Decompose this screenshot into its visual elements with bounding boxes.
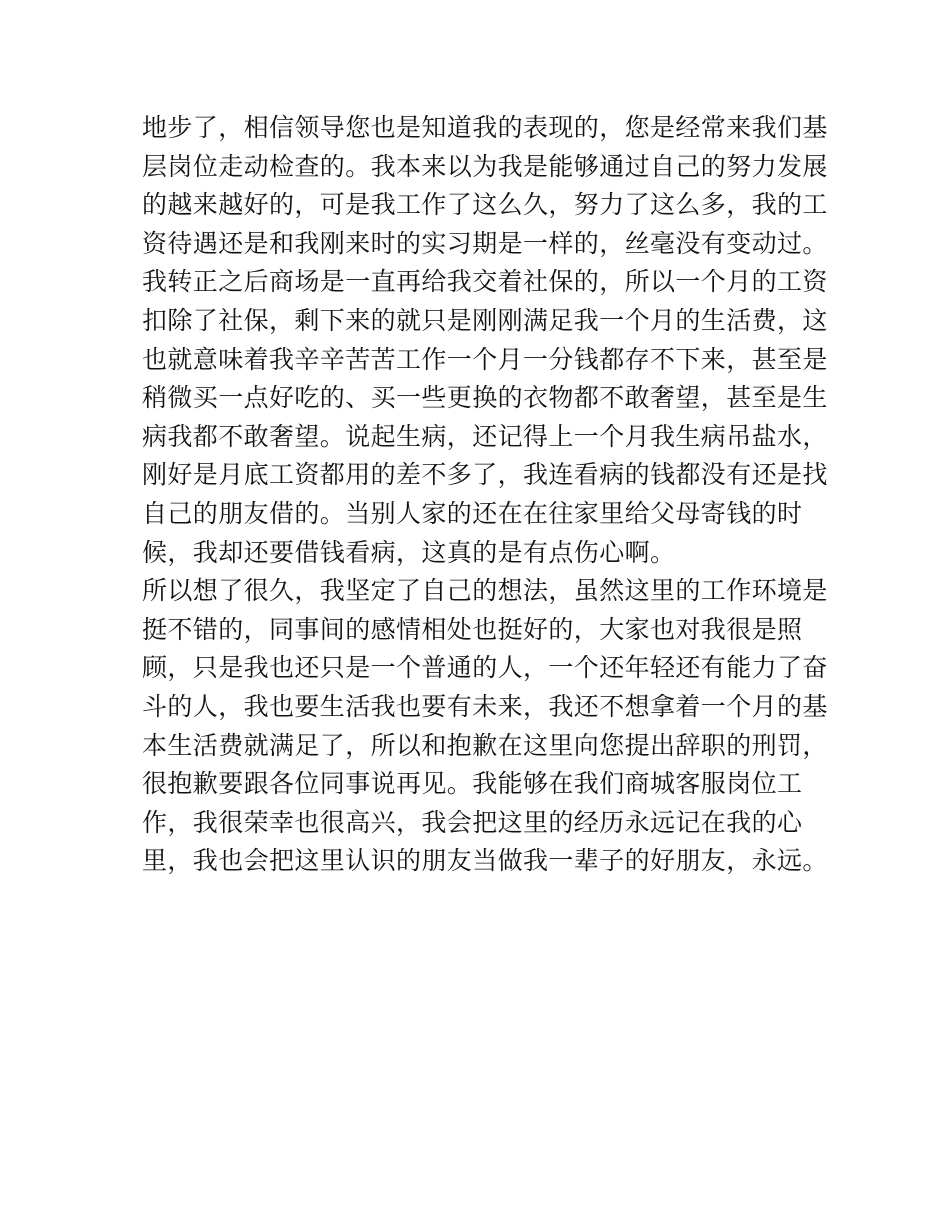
text-line-14: 挺不错的，同事间的感情相处也挺好的，大家也对我很是照	[142, 614, 803, 644]
text-line-6: 扣除了社保，剩下来的就只是刚刚满足我一个月的生活费，这	[142, 305, 828, 335]
text-line-17: 本生活费就满足了，所以和抱歉在这里向您提出辞职的刑罚，	[142, 730, 828, 760]
text-line-1: 地步了，相信领导您也是知道我的表现的，您是经常来我们基	[142, 113, 828, 142]
text-line-18: 很抱歉要跟各位同事说再见。我能够在我们商城客服岗位工	[142, 769, 803, 799]
text-line-4: 资待遇还是和我刚来时的实习期是一样的，丝毫没有变动过。	[142, 228, 828, 258]
text-line-7: 也就意味着我辛辛苦苦工作一个月一分钱都存不下来，甚至是	[142, 344, 828, 374]
text-line-12: 候，我却还要借钱看病，这真的是有点伤心啊。	[142, 537, 676, 567]
text-line-16: 斗的人，我也要生活我也要有未来，我还不想拿着一个月的基	[142, 691, 828, 721]
text-line-11: 自己的朋友借的。当别人家的还在在往家里给父母寄钱的时	[142, 498, 803, 528]
text-line-10: 刚好是月底工资都用的差不多了，我连看病的钱都没有还是找	[142, 460, 828, 490]
text-line-20: 里，我也会把这里认识的朋友当做我一辈子的好朋友，永远。	[142, 846, 828, 876]
body-text	[142, 109, 828, 881]
text-line-3: 的越来越好的，可是我工作了这么久，努力了这么多，我的工	[142, 190, 828, 220]
text-line-13: 所以想了很久，我坚定了自己的想法，虽然这里的工作环境是	[142, 576, 828, 606]
text-line-19: 作，我很荣幸也很高兴，我会把这里的经历永远记在我的心	[142, 807, 803, 837]
text-line-9: 病我都不敢奢望。说起生病，还记得上一个月我生病吊盐水，	[142, 421, 828, 451]
text-line-5: 我转正之后商场是一直再给我交着社保的，所以一个月的工资	[142, 267, 828, 297]
text-line-8: 稍微买一点好吃的、买一些更换的衣物都不敢奢望，甚至是生	[142, 383, 828, 413]
text-line-15: 顾，只是我也还只是一个普通的人，一个还年轻还有能力了奋	[142, 653, 828, 683]
text-line-2: 层岗位走动检查的。我本来以为我是能够通过自己的努力发展	[142, 151, 828, 181]
